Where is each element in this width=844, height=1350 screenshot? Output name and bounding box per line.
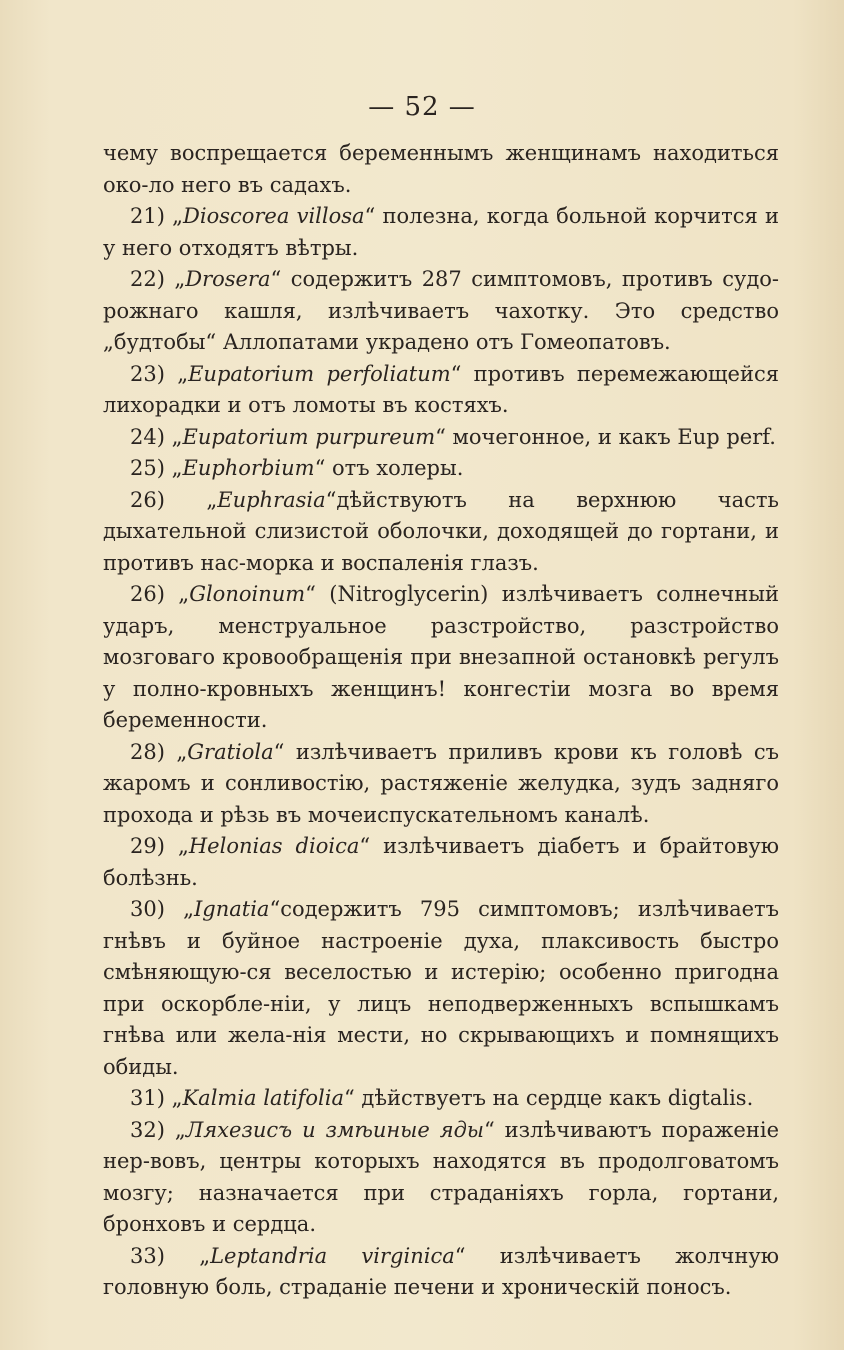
paragraph: 29) „Helonias dioica“ излѣчиваетъ діабетъ и брайтовую болѣзнь. [103, 834, 779, 890]
paragraph: 21) „Dioscorea villosa“ полезна, когда больной корчится и у него отходятъ вѣтры. [103, 204, 779, 260]
page-body [103, 138, 779, 1304]
paragraph: 31) „Kalmia latifolia“ дѣйствуетъ на сердце какъ digtalis. [130, 1086, 754, 1110]
paragraph: 23) „Eupatorium perfoliatum“ противъ перемежающейся лихорадки и отъ ломоты въ костяхъ. [103, 361, 779, 417]
paragraph: 26) „Euphrasia“дѣйствуютъ на верхнюю часть дыхательной слизистой оболочки, доходящей до гортани, и противъ нас-морка и воспаленія глазъ. [103, 487, 779, 575]
paragraph: 33) „Leptandria virginica“ излѣчиваетъ жолчную головную боль, страданіе печени и хроническій поносъ. [103, 1243, 779, 1299]
paragraph: 28) „Gratiola“ излѣчиваетъ приливъ крови къ головѣ съ жаромъ и сонливостію, растяженіе желудка, зудъ задняго прохода и рѣзь въ мочеиспускательномъ каналѣ. [103, 739, 779, 827]
page-number: — 52 — [368, 92, 476, 122]
paragraph: 22) „Drosera“ содержитъ 287 симптомовъ, противъ судо-рожнаго кашля, излѣчиваетъ чахотку. Это средство „будтобы“ Аллопатами украдено отъ Гомеопатовъ. [103, 267, 779, 354]
paragraph: 24) „Eupatorium purpureum“ мочегонное, и какъ Eup perf. [130, 424, 776, 449]
paragraph: 26) „Glonoinum“ (Nitroglycerin) излѣчиваетъ солнечный ударъ, менструальное разстройство, разстройство мозговаго кровообращенія при внезапной остановкѣ регулъ у полно-кровныхъ женщинъ! конгестіи мозга во время беременности. [103, 582, 779, 732]
paragraph: 30) „Ignatia“содержитъ 795 симптомовъ; излѣчиваетъ гнѣвъ и буйное настроеніе духа, плаксивость быстро смѣняющую-ся веселостью и истерію; особенно пригодна при оскорбле-ніи, у лицъ неподверженныхъ вспышкамъ гнѣва или жела-нія мести, но скрывающихъ и помнящихъ обиды. [103, 897, 779, 1079]
paragraph: 25) „Euphorbium“ отъ холеры. [130, 456, 464, 480]
paragraph: чему воспрещается беременнымъ женщинамъ находиться око-ло него въ садахъ. [103, 141, 779, 197]
paragraph: 32) „Ляхезисъ и змѣиные яды“ излѣчиваютъ пораженіе нер-вовъ, центры которыхъ находятся въ продолговатомъ мозгу; назначается при страданіяхъ горла, гортани, бронховъ и сердца. [103, 1117, 779, 1236]
